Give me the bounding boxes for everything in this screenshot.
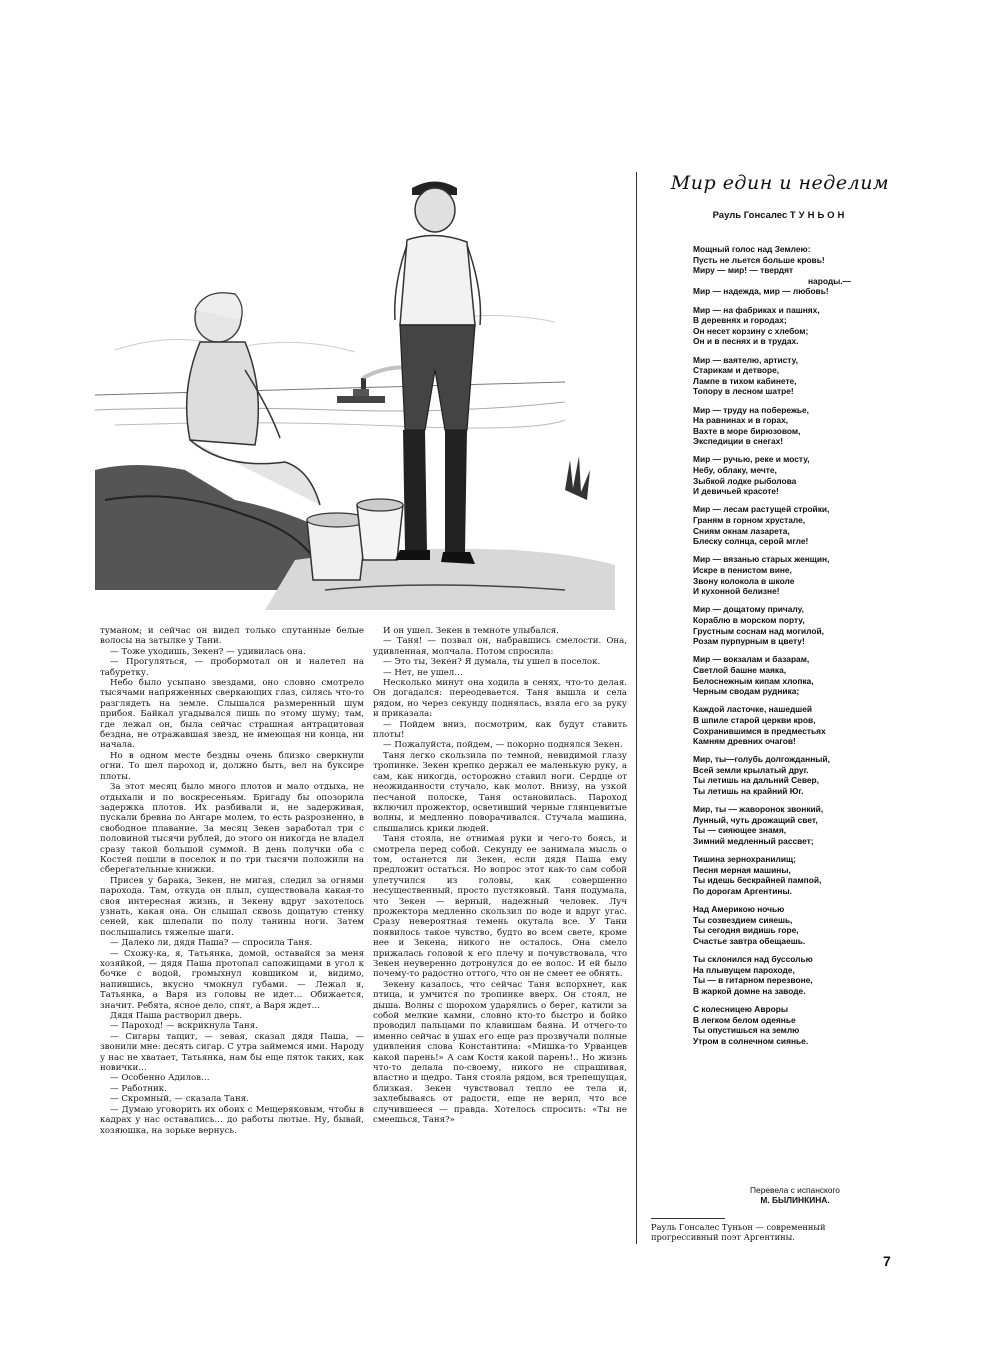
- poem-line: Ты созвездием сияешь,: [693, 914, 793, 925]
- poem-line: Он несет корзину с хлебом;: [693, 325, 809, 336]
- poem-line: Мир — надежда, мир — любовь!: [693, 286, 829, 297]
- poem-line: Мир — лесам растущей стройки,: [693, 504, 830, 515]
- poem-line: Пусть не льется больше кровь!: [693, 254, 825, 265]
- poem-line: В жаркой домне на заводе.: [693, 985, 806, 996]
- poem-line: С колесницею Авроры: [693, 1004, 788, 1015]
- translator-line: Перевела с испанского: [750, 1185, 840, 1195]
- poem-line: Сохранившимся в предместьях: [693, 725, 826, 736]
- poem-line: Мир — ваятелю, артисту,: [693, 354, 798, 365]
- poem-line: Мир — вокзалам и базарам,: [693, 654, 810, 665]
- poem-line: Искре в пенистом вине,: [693, 565, 792, 575]
- poem-line: На равнинах и в горах,: [693, 415, 789, 426]
- poem-stanza: [693, 1004, 873, 1046]
- prose-column-left: [100, 626, 364, 1136]
- poem-line: Топору в лесном шатре!: [693, 386, 794, 397]
- poem-line: Мир — труду на побережье,: [693, 404, 810, 415]
- poem-line: Мощный голос над Землею:: [693, 244, 811, 254]
- poem-line: Зыбкой лодке рыболова: [693, 475, 797, 486]
- standing-man: [395, 182, 481, 565]
- poem-author: [655, 210, 905, 221]
- poem-line: По дорогам Аргентины.: [693, 886, 792, 896]
- poem-line: Зимний медленный рассвет;: [693, 836, 814, 847]
- poem-line: Розам пурпурным в цвету!: [693, 636, 805, 647]
- paragraph: — Скромный, — сказала Таня.: [110, 1094, 249, 1105]
- poem-line: Ты сегодня видишь горе,: [693, 925, 799, 936]
- poem-line: Светлой башне маяка,: [693, 664, 787, 675]
- paragraph: — Схожу-ка, я, Татьянка, домой, оставайся за меня хозяйкой, — дядя Паша протопал сапожищами в угол к бочке с водой, громыхнул ковшиком и, видимо, напившись, вкусно чмокнул губами. — Лежал я, Татьянка, а Варя из головы не идет… Обижается, значит. Ребята, ясное дело, спят, а Варя ждет…: [100, 948, 364, 1011]
- paragraph: Таня стояла, не отнимая руки и чего-то боясь, и смотрела перед собой. Секунду ее занимала мысль о том, останется ли Зекен, если дядя Паша ему предложит остаться. Но вопрос этот как-то сам собой улетучился из головы, как совершенно несущественный, просто пустяковый. Таня подумала, что Зекен — верный, надежный человек. Луч прожектора медленно скользил по воде и вдруг угас. Сразу невероятная темень окутала все. У Тани появилось такое чувство, будто во всем свете, кроме нее и Зекена, никого не осталось. Она смело прижалась головой к его плечу и почувствовала, что Зекен неуверенно дотронулся до ее волос. И ей было почему-то радостно оттого, что он не смеет ее обнять.: [373, 834, 627, 980]
- poem-line: Небу, облаку, мечте,: [693, 465, 777, 476]
- poem-line: Ты — сияющее знамя,: [693, 825, 787, 836]
- paragraph: Зекену казалось, что сейчас Таня вспорхнет, как птица, и умчится по тропинке вверх. Он стоял, не дыша. Волны с шорохом ударялись о берег, катили за собой мелкие камни, словно кто-то быстро и бойко проводил пальцами по клавишам баяна. И отчего-то именно сейчас в ушах его еще раз прозвучали полные удивления слова Константина: «Мишка-то Урванцев какой парень!» А сам Костя какой парень!.. Но жизнь что-то делала по-своему, никого не спрашивая, властно и щедро. Таня стояла рядом, вся трепещущая, близкая. Зекен чувствовал тепло ее тела и, захлебываясь от радости, еще не верил, что все случившееся — правда. Хотелось спросить: «Ты не смеешься, Таня?»: [373, 979, 627, 1126]
- paragraph: — Пожалуйста, пойдем, — покорно поднялся Зекен.: [383, 740, 623, 751]
- paragraph: Небо было усыпано звездами, оно словно смотрело тысячами напряженных сверкающих глаз, силясь что-то разглядеть на земле. Слышался размеренный шум прибоя. Байкал угадывался лишь по этому шуму; там, где лежал он, была сейчас страшная антрацитовая бездна, не отражавшая звезд, не имеющая ни конца, ни начала.: [100, 678, 364, 751]
- paragraph: И он ушел. Зекен в темноте улыбался.: [383, 626, 559, 636]
- paragraph: Таня легко скользила по темной, невидимой глазу тропинке. Зекен крепко держал ее маленькую руку, а сам, как никогда, осторожно ставил ноги. Сердце от неожиданности стучало, как молот. Внизу, на узкой песчаной полоске, Таня остановилась. Пароход включил прожектор, осветивший черные глянцевитые волны, и медленно поворачивался. Стучала машина, слышались крики людей.: [373, 750, 627, 834]
- poem-stanza: [693, 355, 873, 397]
- paragraph: — Далеко ли, дядя Паша? — спросила Таня.: [110, 938, 313, 949]
- poem-line: Мир, ты — жаворонок звонкий,: [693, 804, 824, 815]
- poem-line: Мир — на фабриках и пашнях,: [693, 304, 820, 315]
- poem-line: Мир, ты—голубь долгожданный,: [693, 754, 830, 765]
- poem-line: Кораблю в морском порту,: [693, 614, 805, 625]
- poem-line: Над Америкою ночью: [693, 904, 785, 915]
- paragraph: — Таня! — позвал он, набравшись смелости. Она, удивленная, молчала. Потом спросила:: [373, 636, 627, 657]
- poem-line: Ты — в гитарном перезвоне,: [693, 975, 813, 986]
- poem-line: Вахте в море бирюзовом,: [693, 425, 801, 436]
- translator-name: М. БЫЛИНКИНА.: [760, 1195, 830, 1206]
- poem-stanza: [693, 904, 873, 946]
- paragraph: — Особенно Адилов…: [110, 1073, 210, 1084]
- poem-line: Черным сводам рудника;: [693, 686, 800, 697]
- poem-line: Сниям окнам лазарета,: [693, 525, 790, 536]
- paragraph: Присев у барака, Зекен, не мигая, следил за огнями парохода. Там, откуда он плыл, существовала какая-то своя интересная жизнь, и Зекену вдруг захотелось узнать, какая она. Он слышал сквозь дощатую стенку сеней, как шлепали по полу танины ноги. Затем послышались тяжелые шаги.: [100, 875, 364, 938]
- prose-column-right: [373, 626, 627, 1126]
- poem-line: И девичьей красоте!: [693, 486, 779, 497]
- poem-line: Счастье завтра обещаешь.: [693, 935, 806, 946]
- poem-line: Ты идешь бескрайней пампой,: [693, 875, 822, 886]
- poem-line: Он и в песнях и в трудах.: [693, 336, 799, 347]
- poem-line: Ты опустишься на землю: [693, 1025, 800, 1036]
- poem-author-first: Рауль Гонсалес: [712, 210, 788, 221]
- page-number: 7: [883, 1253, 891, 1269]
- poem-stanza: [693, 654, 873, 696]
- poem-stanza: [693, 854, 873, 896]
- seated-woman: [187, 293, 320, 505]
- poem-line: Грустным соснам над могилой,: [693, 625, 824, 636]
- poem-line: Ты летишь на крайний Юг.: [693, 786, 804, 797]
- paragraph: — Нет, не ушел…: [383, 667, 463, 678]
- footnote: Рауль Гонсалес Туньон — современный прогрессивный поэт Аргентины.: [651, 1222, 826, 1242]
- poem-stanza: [693, 754, 873, 796]
- paragraph: Несколько минут она ходила в сенях, что-то делая. Он догадался: переодевается. Таня вышла и села рядом, но через секунду поднялась, взяла его за руку и приказала:: [373, 678, 627, 720]
- poem-line: Камням древних очагов!: [693, 736, 796, 747]
- poem-stanza: [693, 454, 873, 496]
- paragraph: — Прогуляться, — пробормотал он и налетел на табуретку.: [100, 657, 364, 678]
- poem-stanza: [693, 954, 873, 996]
- paragraph: — Это ты, Зекен? Я думала, ты ушел в поселок.: [383, 657, 601, 668]
- poem-stanza: [693, 244, 873, 297]
- poem-body: [693, 244, 873, 1054]
- poem-line: Мир — ручью, реке и мосту,: [693, 454, 810, 465]
- poem-stanza: [693, 405, 873, 447]
- poem-line: Старикам и детворе,: [693, 365, 780, 376]
- poem-line: Ты летишь на дальний Север,: [693, 775, 819, 786]
- paragraph: Дядя Паша растворил дверь.: [110, 1011, 243, 1022]
- poem-line: Блеску солнца, серой мгле!: [693, 536, 809, 547]
- paragraph: туманом; и сейчас он видел только спутанные белые волосы на затылке у Тани.: [100, 626, 364, 647]
- poem-line: Белоснежным кипам хлопка,: [693, 675, 814, 686]
- paragraph: — Пойдем вниз, посмотрим, как будут ставить плоты!: [373, 719, 627, 741]
- footnote-rule: [651, 1218, 725, 1219]
- poem-line: Тишина зернохранилищ;: [693, 854, 796, 865]
- poem-line: В шпиле старой церкви кров,: [693, 714, 816, 725]
- paragraph: Но в одном месте бездны очень близко сверкнули огни. То шел пароход и, должно быть, вел на буксире плоты.: [100, 750, 364, 782]
- poem-line: Миру — мир! — твердят: [693, 265, 794, 276]
- poem-line: Лампе в тихом кабинете,: [693, 375, 797, 386]
- poem-title: Мир един и неделим: [670, 172, 890, 194]
- poem-line: Ты склонился над буссолью: [693, 954, 813, 965]
- column-divider: [636, 172, 637, 1244]
- poem-line: Мир — вязанью старых женщин,: [693, 554, 830, 565]
- poem-line: В деревнях и городах;: [693, 315, 787, 326]
- poem-line: Экспедиции в снегах!: [693, 436, 784, 447]
- poem-stanza: [693, 554, 873, 596]
- poem-line: Звону колокола в школе: [693, 575, 795, 586]
- paragraph: — Сигары тащит, — зевая, сказал дядя Паша, — звонили мне: десять сигар. С утра займемся ими. Народу у нас не хватает, Татьянка, нам бы еще пяток таких, как новички…: [100, 1031, 364, 1074]
- paragraph: — Работник.: [110, 1083, 167, 1094]
- poem-line: Лунный, чуть дрожащий свет,: [693, 814, 818, 825]
- poem-line: Граням в горном хрустале,: [693, 515, 806, 526]
- poem-line: В легком белом одеянье: [693, 1014, 796, 1025]
- poem-stanza: [693, 804, 873, 846]
- poem-line: Мир — дощатому причалу,: [693, 604, 804, 615]
- poem-line: Всей земли крылатый друг.: [693, 764, 809, 775]
- poem-line: На плывущем пароходе,: [693, 964, 795, 975]
- paragraph: — Пароход! — вскрикнула Таня.: [110, 1021, 258, 1032]
- poem-line: Утром в солнечном сиянье.: [693, 1035, 809, 1046]
- paragraph: — Думаю уговорить их обоих с Мещеряковым, чтобы в кадрах у нас оставались… до работы лютые. Ну, бывай, хозяюшка, на зорьке вернусь.: [100, 1104, 364, 1136]
- poem-line: Каждой ласточке, нашедшей: [693, 704, 813, 715]
- illustration: [95, 170, 615, 615]
- poem-author-last: ТУНЬОН: [789, 210, 848, 221]
- paragraph: За этот месяц было много плотов и мало отдыха, не отдыхали и по воскресеньям. Бригаду бы опозорила задержка плотов. Их разбивали и, не задерживая, пускали бревна по Ангаре молем, то есть разрозненно, в свободное плавание. За месяц Зекен заработал три с половиной тысячи рублей, до этого он никогда не владел сразу такой большой суммой. В день получки оба с Костей пошли в поселок и по три тысячи положили на сберегательные книжки.: [100, 782, 364, 876]
- poem-stanza: [693, 305, 873, 347]
- poem-line: И кухонной белизне!: [693, 586, 780, 597]
- poem-line: Песня мерная машины,: [693, 864, 791, 875]
- poem-stanza: [693, 704, 873, 746]
- poem-stanza: [693, 604, 873, 646]
- poem-line: народы.—: [807, 275, 851, 286]
- translator-credit: [720, 1185, 870, 1206]
- poem-stanza: [693, 504, 873, 546]
- paragraph: — Тоже уходишь, Зекен? — удивилась она.: [110, 646, 306, 657]
- illustration-woman-and-man-at-shore: [95, 182, 615, 611]
